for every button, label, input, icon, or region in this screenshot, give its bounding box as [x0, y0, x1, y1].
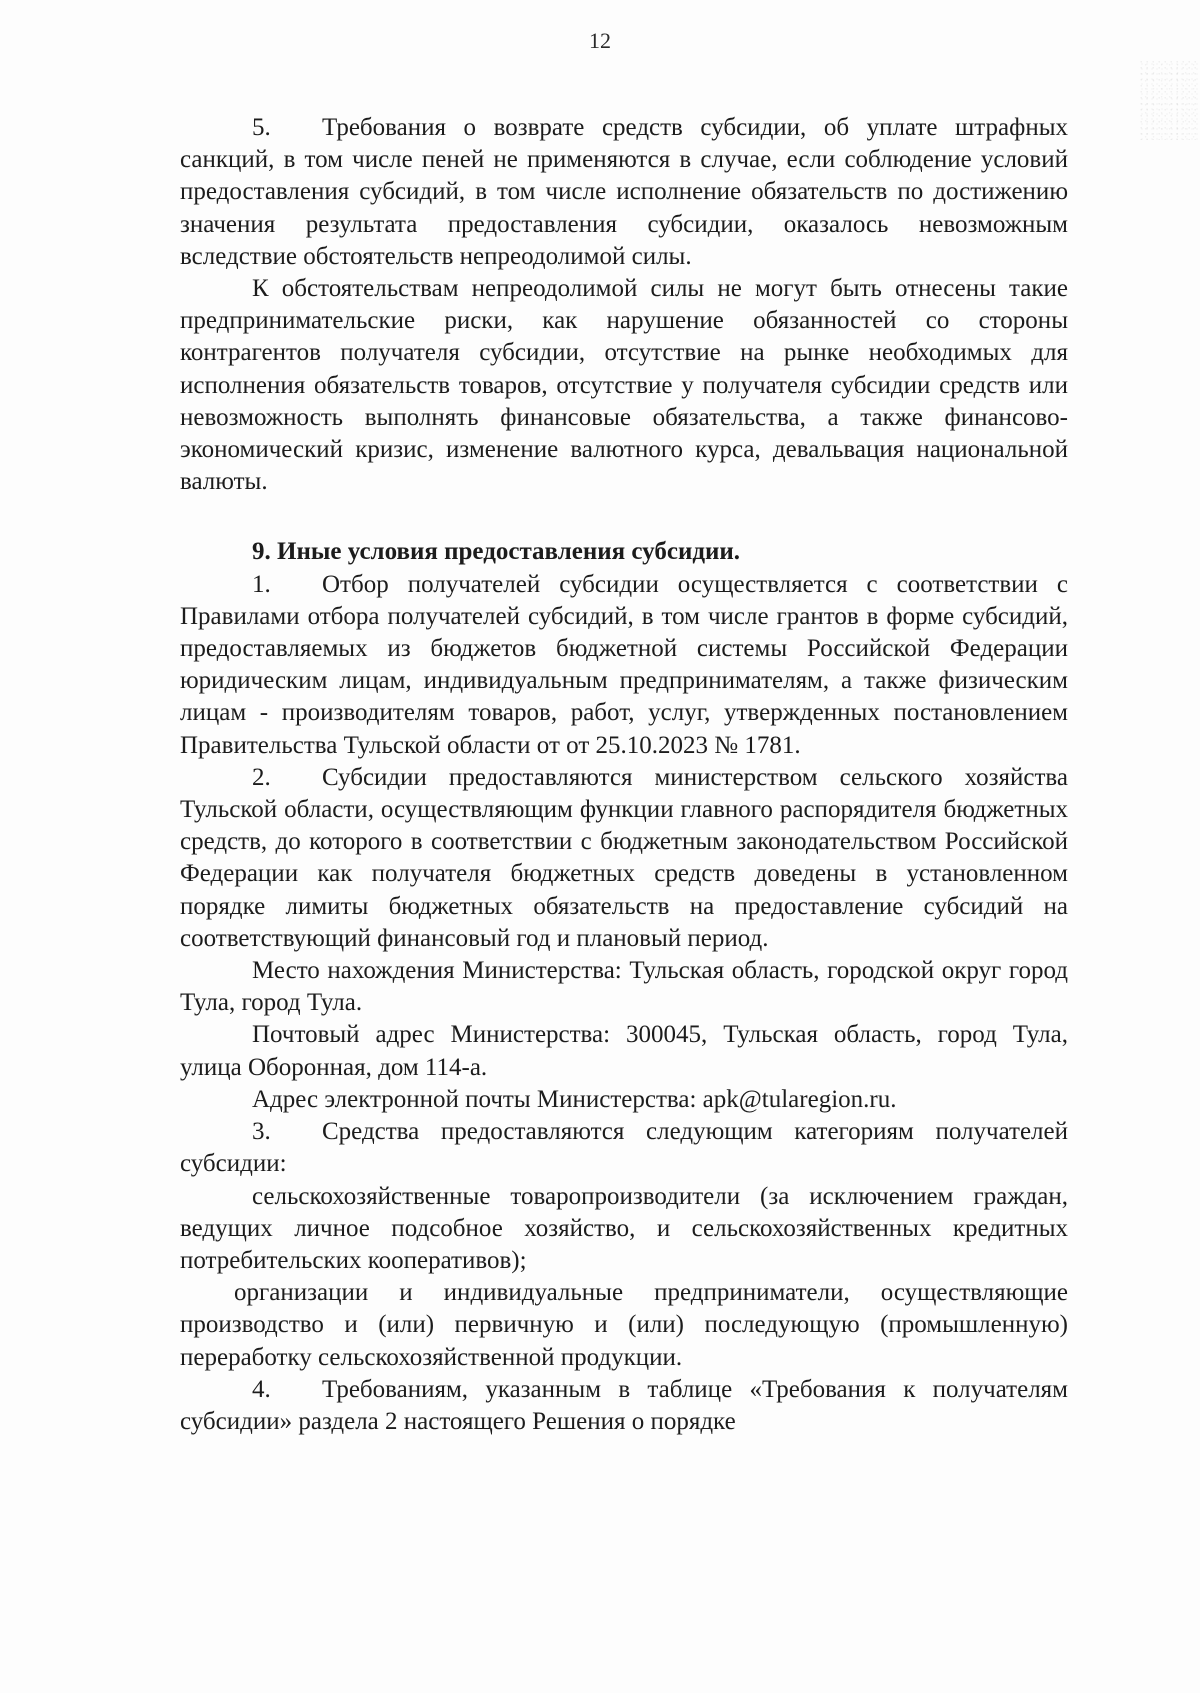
paragraph — [180, 762, 1068, 955]
section-heading: 9. Иные условия предоставления субсидии. — [252, 538, 741, 566]
paragraph — [180, 1116, 1068, 1180]
paragraph — [180, 1084, 1068, 1116]
paragraph-text: Отбор получателей субсидии осуществляется с соответствии с Правилами отбора получателей субсидий, в том числе грантов в форме субсидий, предоставляемых из бюджетов бюджетной системы Российской Федерации юридическим лицам, индивидуальным предпринимателям, а также физическим лицам - производителям товаров, работ, услуг, утвержденных постановлением Правительства Тульской области от от 25.10.2023 № 1781. — [180, 570, 1068, 759]
paragraph — [180, 1181, 1068, 1278]
paragraph-number: 5. — [252, 114, 271, 141]
paragraph — [180, 1019, 1068, 1083]
scan-artifact — [1140, 60, 1200, 140]
paragraph — [180, 112, 1068, 273]
paragraph-group-section-9 — [180, 569, 1068, 1438]
paragraph-number: 3. — [252, 1118, 271, 1146]
paragraph-text: Субсидии предоставляются министерством сельского хозяйства Тульской области, осуществляющим функции главного распорядителя бюджетных средств, до которого в соответствии с бюджетным законодательством Российской Федерации как получателя бюджетных средств доведены в установленном порядке лимиты бюджетных обязательств на предоставление субсидий на соответствующий финансовый год и плановый период. — [180, 763, 1068, 952]
page-number: 12 — [589, 28, 611, 53]
paragraph-text: Требованиям, указанным в таблице «Требования к получателям субсидии» раздела 2 настоящего Решения о порядке — [180, 1375, 1068, 1435]
paragraph — [180, 569, 1068, 762]
paragraph-text: сельскохозяйственные товаропроизводители (за исключением граждан, ведущих личное подсобное хозяйство, и сельскохозяйственных кредитных потребительских кооперативов); — [180, 1182, 1068, 1274]
paragraph-text: Требования о возврате средств субсидии, об уплате штрафных санкций, в том числе пеней не применяются в случае, если соблюдение условий предоставления субсидий, в том числе исполнение обязательств по достижению значения результата предоставления субсидии, оказалось невозможным вследствие обстоятельств непреодолимой силы. — [180, 114, 1068, 270]
paragraph-text: организации и индивидуальные предприниматели, осуществляющие производство и (или) первичную и (или) последующую (промышленную) переработку сельскохозяйственной продукции. — [180, 1279, 1068, 1371]
paragraph-number: 2. — [252, 763, 271, 791]
paragraph — [180, 1277, 1068, 1374]
document-body — [180, 112, 1068, 1438]
paragraph — [180, 955, 1068, 1019]
paragraph — [180, 1374, 1068, 1438]
paragraph-text: Почтовый адрес Министерства: 300045, Тульская область, город Тула, улица Оборонная, дом 114-а. — [180, 1021, 1068, 1081]
paragraph-text: Адрес электронной почты Министерства: apk@tularegion.ru. — [252, 1085, 897, 1113]
paragraph — [180, 273, 1068, 498]
paragraph-text: Место нахождения Министерства: Тульская область, городской округ город Тула, город Тула. — [180, 957, 1068, 1017]
paragraph-text: К обстоятельствам непреодолимой силы не могут быть отнесены такие предпринимательские риски, как нарушение обязанностей со стороны контрагентов получателя субсидии, отсутствие на рынке необходимых для исполнения обязательств товаров, отсутствие у получателя субсидии средств или невозможность выполнять финансовые обязательства, а также финансово-экономический кризис, изменение валютного курса, девальвация национальной валюты. — [180, 275, 1068, 496]
paragraph-number: 4. — [252, 1375, 271, 1403]
paragraph-number: 1. — [252, 570, 271, 598]
paragraph-group-liability — [180, 112, 1068, 498]
paragraph-text: Средства предоставляются следующим категориям получателей субсидии: — [180, 1118, 1068, 1178]
